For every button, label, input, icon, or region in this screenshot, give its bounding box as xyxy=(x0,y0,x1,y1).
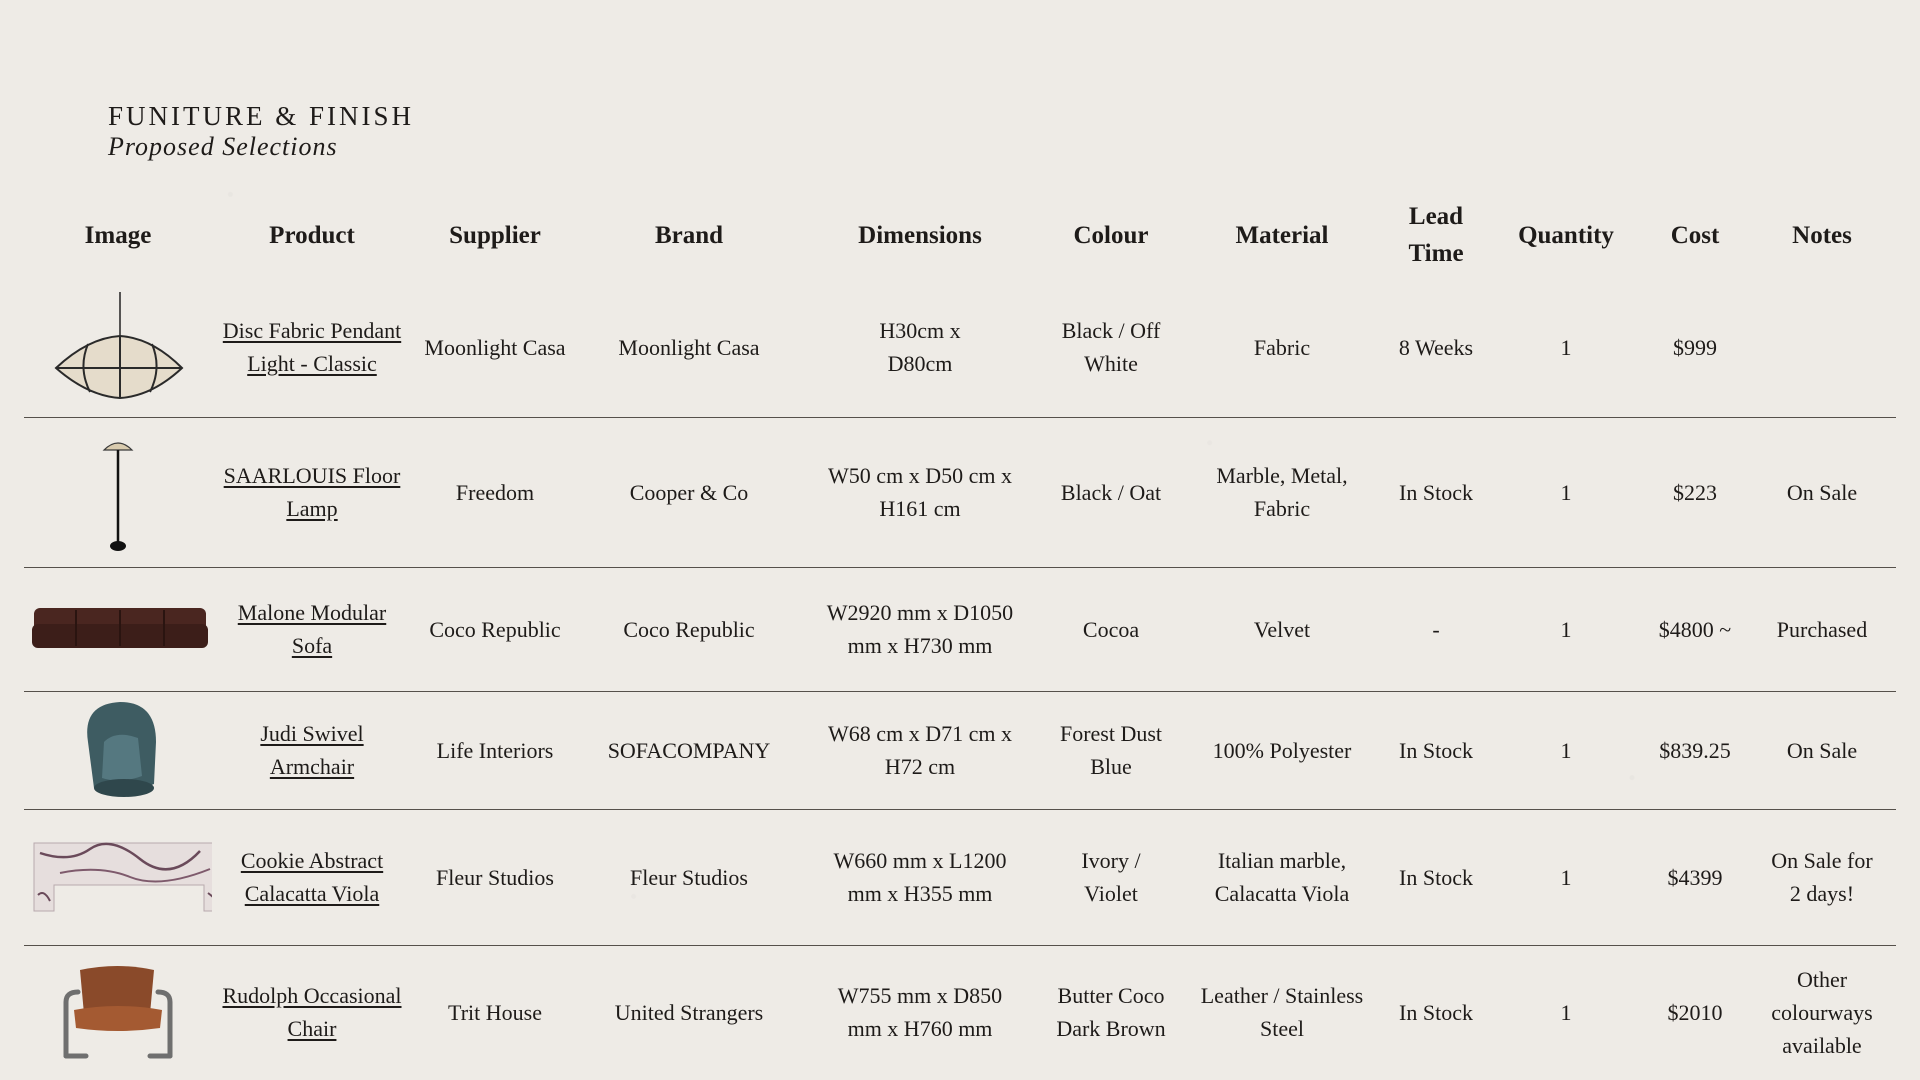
quantity-cell: 1 xyxy=(1560,999,1572,1025)
lead-time-cell: In Stock xyxy=(1399,999,1473,1025)
colour-cell: Black / Oat xyxy=(1040,417,1182,567)
column-header-notes: Notes xyxy=(1792,221,1852,249)
material-cell: Leather / Stainless Steel xyxy=(1200,983,1364,1042)
dimensions-cell: W755 mm x D850 mm x H760 mm xyxy=(837,983,1003,1042)
column-header-material: Material xyxy=(1235,221,1329,249)
table-row xyxy=(24,417,1896,567)
cost-cell: $839.25 xyxy=(1642,691,1748,809)
notes-cell: On Sale xyxy=(1748,417,1896,567)
supplier-cell: Fleur Studios xyxy=(412,809,578,945)
column-header-cost: Cost xyxy=(1670,221,1720,249)
notes-cell: Purchased xyxy=(1748,567,1896,691)
quantity-cell: 1 xyxy=(1490,417,1642,567)
supplier-cell: Moonlight Casa xyxy=(412,278,578,417)
column-header-image: Image xyxy=(84,221,152,249)
supplier-cell: Coco Republic xyxy=(412,567,578,691)
product-image-cell xyxy=(24,945,212,1079)
material-cell: Fabric xyxy=(1182,278,1382,417)
colour-cell: Cocoa xyxy=(1040,567,1182,691)
cost-cell: $4399 xyxy=(1642,809,1748,945)
colour-cell: Butter Coco Dark Brown xyxy=(1056,983,1166,1042)
brand-cell: Moonlight Casa xyxy=(578,278,800,417)
product-image-cell xyxy=(24,567,212,691)
product-link[interactable]: SAARLOUIS Floor Lamp xyxy=(223,463,401,521)
product-link[interactable]: Malone Modular Sofa xyxy=(237,600,387,658)
supplier-cell: Life Interiors xyxy=(412,691,578,809)
column-header-colour: Colour xyxy=(1073,221,1149,249)
column-header-quantity: Quantity xyxy=(1518,221,1614,249)
lead-time-cell: In Stock xyxy=(1382,417,1490,567)
table-row xyxy=(24,278,1896,417)
quantity-cell: 1 xyxy=(1490,278,1642,417)
lead-time-cell: In Stock xyxy=(1382,809,1490,945)
dimensions-cell: W2920 mm x D1050 mm x H730 mm xyxy=(800,567,1040,691)
cost-cell: $999 xyxy=(1642,278,1748,417)
modular-sofa-icon xyxy=(30,604,210,654)
dimensions-cell: H30cm x D80cm xyxy=(800,278,1040,417)
column-header-lead-time: Lead Time xyxy=(1408,203,1464,267)
lead-time-cell: In Stock xyxy=(1382,691,1490,809)
notes-cell: On Sale for 2 days! xyxy=(1748,809,1896,945)
table-row xyxy=(24,691,1896,809)
dimensions-cell: W50 cm x D50 cm x H161 cm xyxy=(800,417,1040,567)
cost-cell: $4800 ~ xyxy=(1642,567,1748,691)
column-header-product: Product xyxy=(269,221,355,249)
page-title: FUNITURE & FINISH xyxy=(108,101,415,131)
notes-cell xyxy=(1748,278,1896,417)
lead-time-cell: - xyxy=(1382,567,1490,691)
product-image-cell xyxy=(24,278,212,417)
lead-time-cell: 8 Weeks xyxy=(1382,278,1490,417)
colour-cell: Forest Dust Blue xyxy=(1040,691,1182,809)
colour-cell: Black / Off White xyxy=(1040,278,1182,417)
brand-cell: Fleur Studios xyxy=(578,809,800,945)
column-header-supplier: Supplier xyxy=(449,221,541,249)
marble-coffee-table-icon xyxy=(30,839,212,915)
quantity-cell: 1 xyxy=(1490,567,1642,691)
page-subtitle: Proposed Selections xyxy=(108,132,338,161)
dimensions-cell: W68 cm x D71 cm x H72 cm xyxy=(800,691,1040,809)
material-cell: Velvet xyxy=(1182,567,1382,691)
material-cell: 100% Polyester xyxy=(1182,691,1382,809)
column-header-dimensions: Dimensions xyxy=(858,221,982,249)
product-image-cell xyxy=(24,691,212,809)
cost-cell: $2010 xyxy=(1667,999,1723,1025)
page-header xyxy=(108,100,414,162)
selections-table xyxy=(24,192,1896,1079)
product-link[interactable]: Judi Swivel Armchair xyxy=(260,721,364,779)
product-image-cell xyxy=(24,417,212,567)
product-link[interactable]: Disc Fabric Pendant Light - Classic xyxy=(222,318,402,377)
table-row xyxy=(24,567,1896,691)
table-header-row xyxy=(24,192,1896,278)
brand-cell: Coco Republic xyxy=(578,567,800,691)
supplier-cell: Trit House xyxy=(448,999,542,1025)
material-cell: Marble, Metal, Fabric xyxy=(1182,417,1382,567)
notes-cell: Other colourways available xyxy=(1771,966,1873,1058)
brand-cell: Cooper & Co xyxy=(578,417,800,567)
notes-cell: On Sale xyxy=(1748,691,1896,809)
quantity-cell: 1 xyxy=(1490,809,1642,945)
brand-cell: SOFACOMPANY xyxy=(578,691,800,809)
leather-chair-icon xyxy=(58,962,178,1062)
material-cell: Italian marble, Calacatta Viola xyxy=(1182,809,1382,945)
product-link[interactable]: Cookie Abstract Calacatta Viola xyxy=(240,848,384,906)
product-image-cell xyxy=(24,809,212,945)
swivel-armchair-icon xyxy=(68,698,168,802)
floor-lamp-icon xyxy=(88,430,148,554)
brand-cell: United Strangers xyxy=(614,999,764,1025)
dimensions-cell: W660 mm x L1200 mm x H355 mm xyxy=(800,809,1040,945)
pendant-light-icon xyxy=(48,292,188,402)
table-row xyxy=(24,945,1896,1079)
supplier-cell: Freedom xyxy=(412,417,578,567)
column-header-brand: Brand xyxy=(654,221,724,249)
colour-cell: Ivory / Violet xyxy=(1040,809,1182,945)
quantity-cell: 1 xyxy=(1490,691,1642,809)
table-row xyxy=(24,809,1896,945)
product-link[interactable]: Rudolph Occasional Chair xyxy=(222,983,402,1042)
cost-cell: $223 xyxy=(1642,417,1748,567)
